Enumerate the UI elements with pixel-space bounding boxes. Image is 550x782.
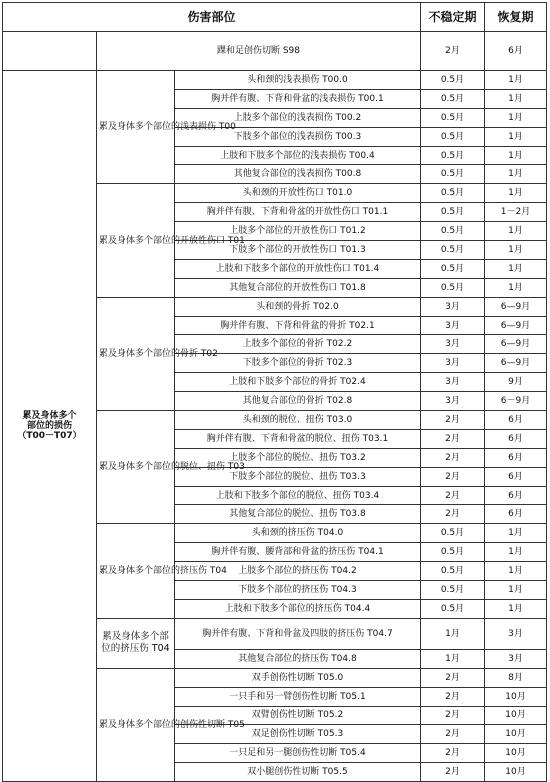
recovery-cell: 6月 xyxy=(485,411,547,430)
recovery-cell: 1月 xyxy=(485,241,547,260)
unstable-cell: 2月 xyxy=(421,486,485,505)
unstable-cell: 0.5月 xyxy=(421,165,485,184)
injury-label-cell: 头和颈的脱位、扭伤 T03.0 xyxy=(175,411,421,430)
recovery-cell: 6—9月 xyxy=(485,354,547,373)
section-label-cell: 累及身体多个部位的骨折 T02 xyxy=(97,297,175,410)
injury-label-cell: 上肢和下肢多个部位的挤压伤 T04.4 xyxy=(175,599,421,618)
unstable-cell: 0.5月 xyxy=(421,581,485,600)
injury-label-cell: 上肢和下肢多个部位的浅表损伤 T00.4 xyxy=(175,146,421,165)
unstable-cell: 0.5月 xyxy=(421,259,485,278)
injury-label-cell: 胸并伴有腹、下背和骨盆的脱位、扭伤 T03.1 xyxy=(175,429,421,448)
recovery-cell: 10月 xyxy=(485,744,547,763)
injury-label-cell: 下肢多个部位的脱位、扭伤 T03.3 xyxy=(175,467,421,486)
unstable-cell: 2月 xyxy=(421,467,485,486)
header-injury-site: 伤害部位 xyxy=(3,3,421,32)
injury-label-cell: 胸并伴有腹、下背和骨盆的浅表损伤 T00.1 xyxy=(175,89,421,108)
group-label-line: 累及身体多个 xyxy=(22,411,77,422)
recovery-cell: 10月 xyxy=(485,687,547,706)
unstable-cell: 2月 xyxy=(421,668,485,687)
unstable-cell: 3月 xyxy=(421,373,485,392)
recovery-cell: 1月 xyxy=(485,524,547,543)
recovery-cell: 1月 xyxy=(485,165,547,184)
unstable-cell: 0.5月 xyxy=(421,184,485,203)
recovery-cell: 1月 xyxy=(485,562,547,581)
injury-label-cell: 上肢和下肢多个部位的骨折 T02.4 xyxy=(175,373,421,392)
unstable-cell: 0.5月 xyxy=(421,89,485,108)
injury-label-cell: 下肢多个部位的骨折 T02.3 xyxy=(175,354,421,373)
injury-label-cell: 其他复合部位的浅表损伤 T00.8 xyxy=(175,165,421,184)
injury-label-cell: 一只足和另一腿创伤性切断 T05.4 xyxy=(175,744,421,763)
unstable-cell: 2月 xyxy=(421,448,485,467)
unstable-cell: 0.5月 xyxy=(421,71,485,90)
recovery-cell: 1月 xyxy=(485,146,547,165)
unstable-cell: 1月 xyxy=(421,618,485,649)
recovery-cell: 1月 xyxy=(485,543,547,562)
recovery-cell: 6月 xyxy=(485,429,547,448)
section-label-cell: 累及身体多个部位的挤压伤 T04 xyxy=(97,524,175,618)
table-row xyxy=(3,32,547,71)
section-label-cell: 累及身体多个部位的创伤性切断 T05 xyxy=(97,668,175,781)
recovery-cell: 1月 xyxy=(485,184,547,203)
recovery-cell: 1月 xyxy=(485,71,547,90)
recovery-cell: 1月 xyxy=(485,108,547,127)
group-label-line: 部位的损伤 xyxy=(26,421,72,432)
unstable-cell: 0.5月 xyxy=(421,203,485,222)
table-row xyxy=(3,71,547,90)
recovery-cell: 10月 xyxy=(485,763,547,782)
recovery-cell: 6月 xyxy=(485,505,547,524)
injury-label-cell: 上肢多个部位的脱位、扭伤 T03.2 xyxy=(175,448,421,467)
unstable-cell: 2月 xyxy=(421,706,485,725)
injury-label-cell: 头和颈的挤压伤 T04.0 xyxy=(175,524,421,543)
unstable-cell: 3月 xyxy=(421,392,485,411)
recovery-cell: 6月 xyxy=(485,448,547,467)
unstable-cell: 0.5月 xyxy=(421,108,485,127)
injury-label-cell: 头和颈的骨折 T02.0 xyxy=(175,297,421,316)
injury-period-table xyxy=(2,2,547,782)
injury-label-cell: 一只手和另一臂创伤性切断 T05.1 xyxy=(175,687,421,706)
unstable-cell: 2月 xyxy=(421,32,485,71)
table-body xyxy=(3,32,547,782)
unstable-cell: 0.5月 xyxy=(421,146,485,165)
recovery-cell: 3月 xyxy=(485,649,547,668)
recovery-cell: 6月 xyxy=(485,486,547,505)
unstable-cell: 3月 xyxy=(421,297,485,316)
recovery-cell: 9月 xyxy=(485,373,547,392)
unstable-cell: 1月 xyxy=(421,649,485,668)
recovery-cell: 10月 xyxy=(485,725,547,744)
group-label-line: （T00－T07） xyxy=(17,431,82,442)
recovery-cell: 6月 xyxy=(485,32,547,71)
injury-label-cell: 头和颈的开放性伤口 T01.0 xyxy=(175,184,421,203)
unstable-cell: 3月 xyxy=(421,335,485,354)
injury-label-cell: 胸并伴有腹、腰背部和骨盆的挤压伤 T04.1 xyxy=(175,543,421,562)
injury-label-cell: 双手创伤性切断 T05.0 xyxy=(175,668,421,687)
unstable-cell: 2月 xyxy=(421,725,485,744)
injury-label-cell: 上肢多个部位的骨折 T02.2 xyxy=(175,335,421,354)
recovery-cell: 1月 xyxy=(485,278,547,297)
recovery-cell: 6月 xyxy=(485,467,547,486)
unstable-cell: 0.5月 xyxy=(421,278,485,297)
recovery-cell: 6—9月 xyxy=(485,316,547,335)
injury-label-cell: 其他复合部位的脱位、扭伤 T03.8 xyxy=(175,505,421,524)
section-label-cell: 累及身体多个部位的挤压伤 T04 xyxy=(97,618,175,668)
recovery-cell: 6—9月 xyxy=(485,297,547,316)
injury-label-cell: 其他复合部位的开放性伤口 T01.8 xyxy=(175,278,421,297)
recovery-cell: 1－2月 xyxy=(485,203,547,222)
unstable-cell: 3月 xyxy=(421,354,485,373)
unstable-cell: 2月 xyxy=(421,763,485,782)
injury-label-cell: 上肢多个部位的挤压伤 T04.2 xyxy=(175,562,421,581)
injury-label-cell: 头和颈的浅表损伤 T00.0 xyxy=(175,71,421,90)
section-label-cell: 累及身体多个部位的脱位、扭伤 T03 xyxy=(97,411,175,524)
unstable-cell: 0.5月 xyxy=(421,524,485,543)
injury-label-cell: 下肢多个部位的挤压伤 T04.3 xyxy=(175,581,421,600)
unstable-cell: 0.5月 xyxy=(421,599,485,618)
injury-label-cell: 其他复合部位的挤压伤 T04.8 xyxy=(175,649,421,668)
unstable-cell: 2月 xyxy=(421,429,485,448)
injury-label-cell: 下肢多个部位的开放性伤口 T01.3 xyxy=(175,241,421,260)
header-unstable-period: 不稳定期 xyxy=(421,3,485,32)
unstable-cell: 3月 xyxy=(421,316,485,335)
injury-label-cell: 上肢和下肢多个部位的开放性伤口 T01.4 xyxy=(175,259,421,278)
recovery-cell: 1月 xyxy=(485,127,547,146)
unstable-cell: 2月 xyxy=(421,687,485,706)
injury-label-cell: 双小腿创伤性切断 T05.5 xyxy=(175,763,421,782)
unstable-cell: 2月 xyxy=(421,411,485,430)
row-label: 踝和足创伤切断 S98 xyxy=(97,32,421,71)
recovery-cell: 6－9月 xyxy=(485,392,547,411)
header-recovery-period: 恢复期 xyxy=(485,3,547,32)
injury-label-cell: 双足创伤性切断 T05.3 xyxy=(175,725,421,744)
unstable-cell: 2月 xyxy=(421,505,485,524)
recovery-cell: 1月 xyxy=(485,222,547,241)
unstable-cell: 0.5月 xyxy=(421,543,485,562)
recovery-cell: 10月 xyxy=(485,706,547,725)
recovery-cell: 1月 xyxy=(485,599,547,618)
recovery-cell: 6—9月 xyxy=(485,335,547,354)
injury-label-cell: 下肢多个部位的浅表损伤 T00.3 xyxy=(175,127,421,146)
injury-label-cell: 上肢多个部位的浅表损伤 T00.2 xyxy=(175,108,421,127)
injury-period-table-container xyxy=(2,2,547,782)
recovery-cell: 1月 xyxy=(485,89,547,108)
recovery-cell: 1月 xyxy=(485,259,547,278)
recovery-cell: 8月 xyxy=(485,668,547,687)
section-label-cell: 累及身体多个部位的开放性伤口 T01 xyxy=(97,184,175,297)
unstable-cell: 0.5月 xyxy=(421,562,485,581)
unstable-cell: 0.5月 xyxy=(421,127,485,146)
recovery-cell: 1月 xyxy=(485,581,547,600)
unstable-cell: 0.5月 xyxy=(421,241,485,260)
injury-label-cell: 胸并伴有腹、下背和骨盆及四肢的挤压伤 T04.7 xyxy=(175,618,421,649)
injury-label-cell: 双臂创伤性切断 T05.2 xyxy=(175,706,421,725)
unstable-cell: 2月 xyxy=(421,744,485,763)
injury-label-cell: 上肢和下肢多个部位的脱位、扭伤 T03.4 xyxy=(175,486,421,505)
unstable-cell: 0.5月 xyxy=(421,222,485,241)
injury-label-cell: 胸并伴有腹、下背和骨盆的骨折 T02.1 xyxy=(175,316,421,335)
injury-label-cell: 其他复合部位的骨折 T02.8 xyxy=(175,392,421,411)
section-label-cell: 累及身体多个部位的浅表损伤 T00 xyxy=(97,71,175,184)
header-row xyxy=(3,3,547,32)
injury-label-cell: 上肢多个部位的开放性伤口 T01.2 xyxy=(175,222,421,241)
blank-cell xyxy=(3,32,97,71)
injury-label-cell: 胸并伴有腹、下背和骨盆的开放性伤口 T01.1 xyxy=(175,203,421,222)
group-label-cell xyxy=(3,71,97,782)
recovery-cell: 3月 xyxy=(485,618,547,649)
